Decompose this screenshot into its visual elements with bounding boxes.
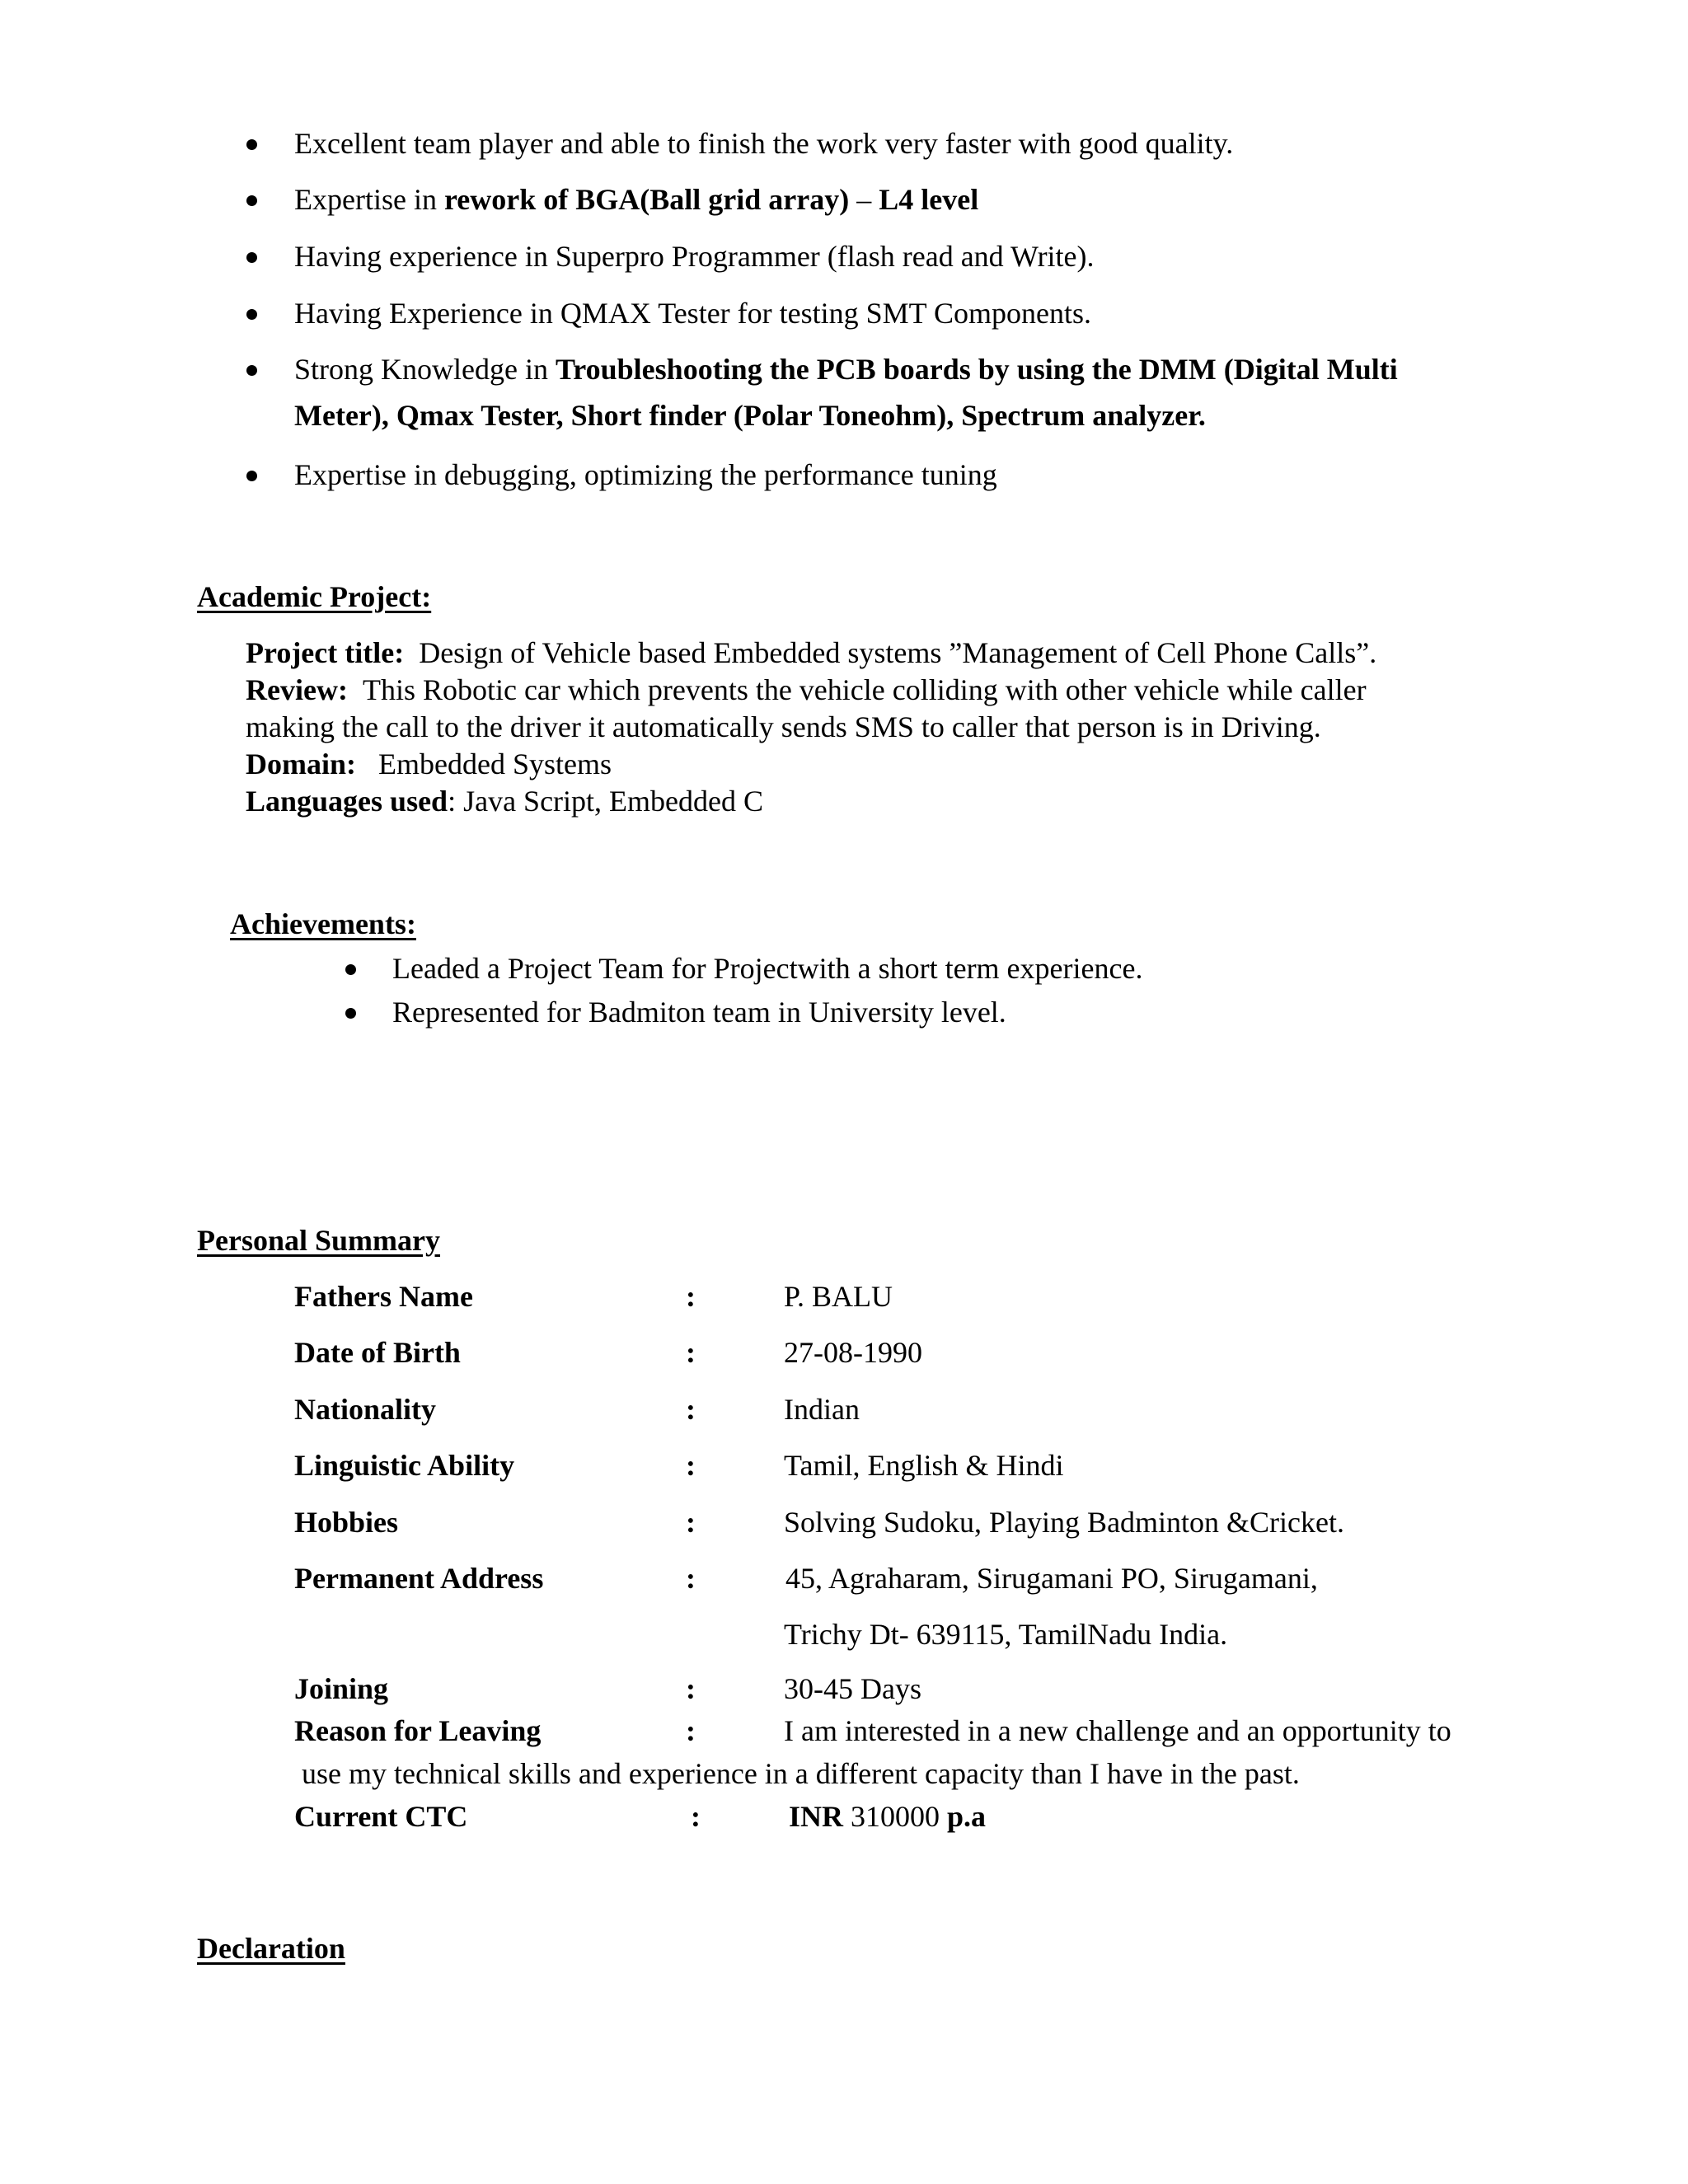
declaration-heading: Declaration: [197, 1932, 345, 1965]
row-label: Permanent Address: [294, 1562, 544, 1595]
achievement-item: Represented for Badmiton team in University level.: [392, 996, 1006, 1029]
row-colon: :: [686, 1280, 696, 1313]
row-label: Fathers Name: [294, 1280, 473, 1313]
bullet-icon: [345, 964, 356, 975]
row-value: Indian: [784, 1393, 860, 1426]
row-colon: :: [686, 1336, 696, 1369]
bullet-icon: [246, 471, 257, 481]
project-title-line: [246, 635, 1376, 671]
skill-item-6: [294, 457, 997, 493]
skill-item-3: [294, 239, 1095, 274]
ctc-amount: 310000: [843, 1800, 948, 1833]
row-label: Reason for Leaving: [294, 1714, 542, 1747]
row-label: Linguistic Ability: [294, 1449, 515, 1482]
bullet-icon: [246, 309, 257, 320]
skill-text: Having experience in Superpro Programmer (flash read and Write).: [294, 240, 1095, 273]
ctc-period: p.a: [947, 1800, 987, 1833]
row-value: Tamil, English & Hindi: [784, 1449, 1064, 1482]
skill-item-1: [294, 126, 1233, 162]
bullet-icon: [246, 365, 257, 376]
bullet-icon: [345, 1008, 356, 1019]
row-label: Date of Birth: [294, 1336, 461, 1369]
achievements-heading: Achievements:: [230, 907, 416, 940]
personal-summary-heading: Personal Summary: [197, 1224, 440, 1257]
skill-text-bold: Troubleshooting the PCB boards by using the DMM (Digital Multi: [555, 353, 1398, 386]
achievement-item: Leaded a Project Team for Projectwith a short term experience.: [392, 952, 1143, 985]
row-value: 27-08-1990: [784, 1336, 922, 1369]
bullet-icon: [246, 252, 257, 263]
skill-item-2: [294, 182, 978, 218]
domain-line: [246, 747, 612, 782]
domain-label: Domain:: [246, 748, 356, 780]
row-value: Solving Sudoku, Playing Badminton &Cricket.: [784, 1506, 1345, 1539]
review-line-2: [246, 710, 1321, 745]
row-label: Joining: [294, 1672, 389, 1705]
bullet-icon: [246, 195, 257, 206]
skill-text: Excellent team player and able to finish the work very faster with good quality.: [294, 127, 1234, 160]
review-label: Review:: [246, 673, 348, 706]
skill-text: Expertise in debugging, optimizing the performance tuning: [294, 458, 997, 491]
skill-text-bold: Meter), Qmax Tester, Short finder (Polar Toneohm), Spectrum analyzer.: [294, 399, 1206, 432]
row-colon: :: [686, 1506, 696, 1539]
row-value: I am interested in a new challenge and an opportunity to: [784, 1714, 1451, 1747]
row-value: [789, 1799, 986, 1835]
skill-text-bold: L4 level: [879, 183, 979, 216]
skill-text-bold: rework of BGA(Ball grid array): [443, 183, 850, 216]
academic-project-heading: Academic Project:: [197, 580, 432, 613]
skill-text: Having Experience in QMAX Tester for testing SMT Components.: [294, 297, 1092, 330]
row-colon: :: [686, 1393, 696, 1426]
skill-item-4: [294, 296, 1091, 331]
bullet-icon: [246, 139, 257, 150]
review-text: This Robotic car which prevents the vehicle colliding with other vehicle while caller: [362, 673, 1367, 706]
row-colon: :: [686, 1449, 696, 1482]
row-value: P. BALU: [784, 1280, 893, 1313]
project-title-label: Project title:: [246, 636, 405, 669]
skill-item-5: [294, 352, 1398, 387]
row-label: Current CTC: [294, 1800, 468, 1833]
row-value: 30-45 Days: [784, 1672, 921, 1705]
review-text: making the call to the driver it automatically sends SMS to caller that person is in Driving.: [246, 710, 1321, 743]
row-colon: :: [691, 1800, 701, 1833]
ctc-currency: INR: [789, 1800, 844, 1833]
review-line: [246, 673, 1367, 708]
row-label: Hobbies: [294, 1506, 399, 1539]
row-colon: :: [686, 1672, 696, 1705]
skill-text: –: [849, 183, 879, 216]
row-value: 45, Agraharam, Sirugamani PO, Sirugamani,: [785, 1562, 1318, 1595]
skill-text: Strong Knowledge in: [294, 353, 556, 386]
row-colon: :: [686, 1562, 696, 1595]
languages-label: Languages used: [246, 785, 448, 818]
project-title-value: Design of Vehicle based Embedded systems ”Management of Cell Phone Calls”.: [419, 636, 1377, 669]
reason-continuation: use my technical skills and experience in a different capacity than I have in the past.: [302, 1757, 1300, 1790]
skill-item-5-continuation: [294, 398, 1206, 434]
languages-line: [246, 784, 763, 819]
row-value: Trichy Dt- 639115, TamilNadu India.: [784, 1618, 1228, 1651]
row-colon: :: [686, 1714, 696, 1747]
row-label: Nationality: [294, 1393, 437, 1426]
domain-value: Embedded Systems: [378, 748, 612, 780]
skill-text: Expertise in: [294, 183, 444, 216]
languages-value: : Java Script, Embedded C: [448, 785, 763, 818]
